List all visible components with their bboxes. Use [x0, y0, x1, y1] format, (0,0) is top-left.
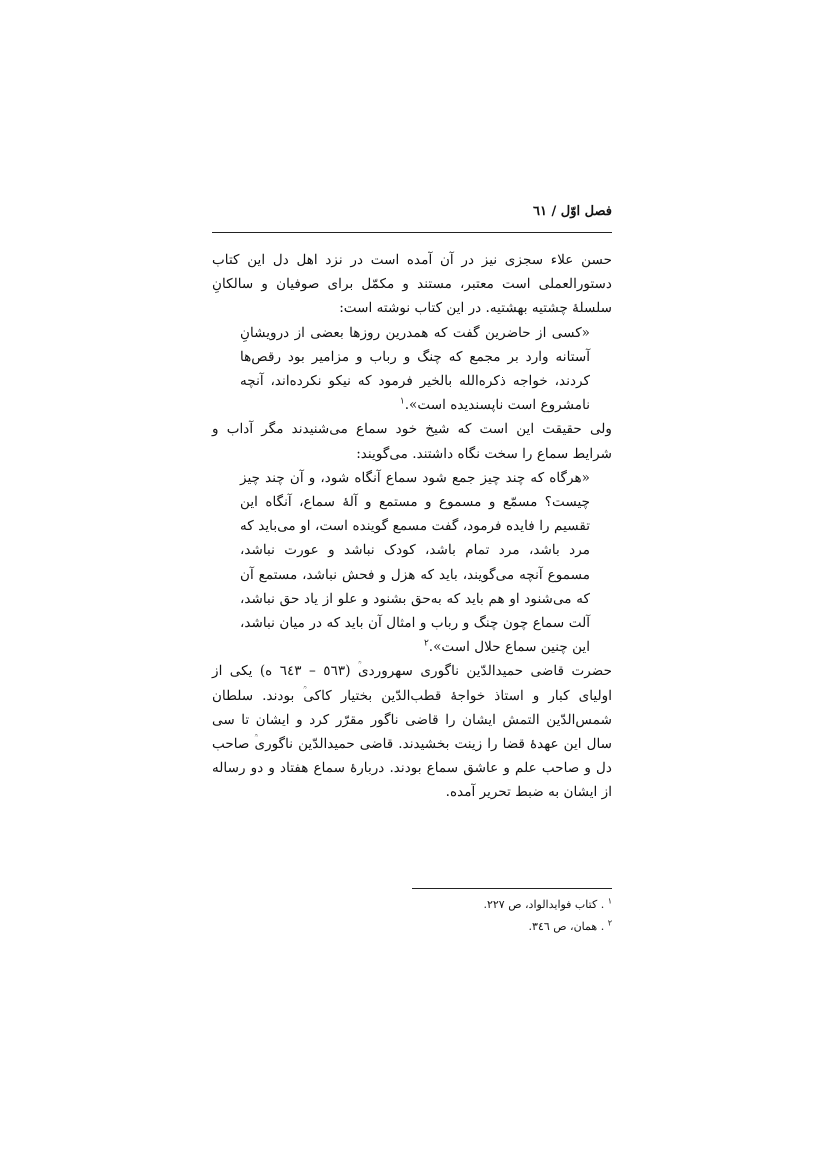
running-header [212, 204, 612, 230]
paragraph-3-part-2: (٥٦٣ – ٦٤٣ ه) یکی از اولیای کبار و استاذ خواجۀ قطب‌الدّین بختیار کاکی [212, 663, 612, 704]
footnotes [412, 894, 612, 938]
footnote-1 [412, 894, 612, 916]
quote-1 [240, 321, 612, 418]
footnote-number: ١ [607, 896, 612, 906]
header-rule [212, 232, 612, 233]
running-title: فصل اوّل / ٦١ [533, 204, 612, 219]
paragraph-2: ولی حقیقت این است که شیخ خود سماع می‌شنیدند مگر آداب و شرایط سماع را سخت نگاه داشتند. می‌گویند: [212, 421, 612, 462]
quote-1-text: «کسی از حاضرین گفت که همدرین روزها بعضی از درویشانِ آستانه وارد بر مجمع که چنگ و رباب و مزامیر بود رقص‌ها کردند، خواجه ذکره‌الله بالخیر فرمود که نیکو نکرده‌اند، آنچه نامشروع است ناپسندیده است». [240, 324, 590, 414]
quote-2 [240, 466, 612, 660]
quote-2-text: «هرگاه که چند چیز جمع شود سماع آنگاه شود، و آن چند چیز چیست؟ مسمّع و مسموع و مستمع و آلۀ سماع، آنگاه این تقسیم را فایده فرمود، گفت مسمع گوینده است، او می‌باید که مرد باشد، مرد تمام باشد، کودک نباشد و عورت نباشد، مسموع آنچه می‌گویند، باید که هزل و فحش نباشد، مستمع آن که می‌شنود او هم باید که به‌حق بشنود و علو از یاد حق نباشد، آلت سماع چون چنگ و رباب و امثال آن باید که در میان نباشد، این چنین سماع حلال است». [240, 469, 590, 656]
paragraph-1: حسن علاء سجزی نیز در آن آمده است در نزد اهل دل این کتاب دستورالعملی است معتبر، مستند و مکمّل برای صوفیان و سالکانِ سلسلۀ چشتیه بهشتیه. در این کتاب نوشته است: [212, 252, 612, 317]
footnote-text: . همان، ص ٣٤٦. [528, 920, 605, 933]
footnote-number: ٢ [607, 918, 612, 928]
main-text [212, 248, 612, 805]
footnote-2 [412, 916, 612, 938]
paragraph-3-part-1: حضرت قاضی حمیدالدّین ناگوری سهروردی [357, 663, 612, 680]
footnote-ref-1[interactable]: ١ [399, 396, 405, 407]
footnote-rule [412, 888, 612, 889]
footnote-ref-2[interactable]: ٢ [423, 638, 429, 649]
paragraph-3 [212, 659, 612, 804]
footnote-text: . کتاب فوایدالواد، ص ٢٢٧. [483, 898, 605, 911]
paragraph-3-part-4: صاحب دل و صاحب علم و عاشق سماع بودند. دربارۀ سماع هفتاد و دو رساله از ایشان به ضبط تحریر آمده. [212, 736, 612, 801]
paragraph-3-part-3: بودند. سلطان شمس‌الدّین التمش ایشان را قاضی ناگور مقرّر کرد و ایشان تا سی سال این عهدۀ قضا را زینت بخشیدند. قاضی حمیدالدّین ناگوری [212, 687, 612, 753]
